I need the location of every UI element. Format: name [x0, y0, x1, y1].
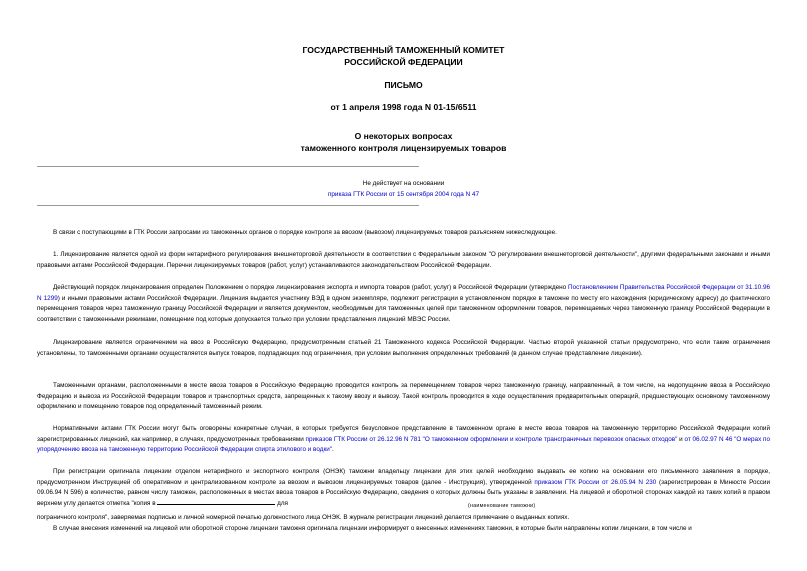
paragraph-5-text-b: . [332, 446, 334, 454]
paragraph-6-text-c: для [275, 500, 288, 508]
agency-name-line2: РОССИЙСКОЙ ФЕДЕРАЦИИ [344, 57, 463, 67]
paragraph-2-text-a: Действующий порядок лицензирования определен Положением о порядке лицензирования экспорта и импорта товаров (работ, услуг) в Российской Федерации (утверждено [53, 284, 569, 291]
paragraph-6-continued: пограничного контроля", заверяемая подписью и личной номерной печатью должностного лица ОНЭК. В журнале регистрации лицензий делается примечание о выданных копиях. [37, 514, 570, 521]
agency-name-line1: ГОСУДАРСТВЕННЫЙ ТАМОЖЕННЫЙ КОМИТЕТ [302, 45, 505, 55]
paragraph-5-text-mid: и [677, 435, 685, 443]
document-title-line2: таможенного контроля лицензируемых товаров [300, 143, 507, 153]
paragraph-2 [37, 283, 770, 326]
document-title-line1: О некоторых вопросах [354, 131, 453, 141]
government-decree-link[interactable]: Постановлением Правительства Российской Федерации от 31.10.96 N 1299 [37, 284, 770, 302]
paragraph-3: Лицензирование является ограничением на ввоз в Российскую Федерацию, предусмотренным статьей 21 Таможенного кодекса Российской Федерации. Частью второй указанной статьи предусмотрено, что если такие ограничения установлены, то таможенными органами осуществляется выпуск товаров, подпадающих под ограничения, при условии выполнения определенных требований (в данном случае представление лицензии). [37, 339, 770, 357]
paragraph-7: В случае внесения изменений на лицевой или оборотной стороне лицензии таможня оригинала лицензии информирует о внесенных изменениях таможни, в которые были направлены копии лицензии, в том числе и [53, 525, 692, 532]
customs-name-blank [157, 504, 275, 505]
document-date-number: от 1 апреля 1998 года N 01-15/6511 [330, 102, 477, 112]
paragraph-6-text-b: (зарегистрирован в Минюсте России 09.06.94 N 596) в количестве, равном числу таможен, расположенных в местах ввоза товаров в Российскую Федерацию, сведения о которых должны быть указаны в заявлении. На лицевой и оборотной сторонах каждой из таких копий в правом верхнем углу делается отметка "копия в [37, 478, 771, 508]
divider-top [37, 166, 419, 167]
paragraph-6 [37, 467, 770, 510]
order-781-link[interactable]: приказов ГТК России от 26.12.96 N 781 "О таможенном оформлении и контроле трансграничных перевозок опасных отходов" [305, 435, 678, 443]
paragraph-5-text-a: Нормативными актами ГТК России могут быть оговорены конкретные случаи, в которых требуется безусловное представление в таможенном органе в месте ввоза товаров на таможенную территорию Российской Федерации копий зарегистрированных лицензий, как например, в случаях, предусмотренных требованиями [37, 425, 770, 443]
paragraph-1: 1. Лицензирование является одной из форм нетарифного регулирования внешнеторговой деятельности в соответствии с Федеральным законом "О регулировании внешнеторговой деятельности", другими федеральными законами и иными правовыми актами Российской Федерации. Перечни лицензируемых товаров (работ, услуг) устанавливаются законодательством Российской Федерации. [37, 251, 770, 269]
order-46-link[interactable]: от 06.02.97 N 46 "О мерах по упорядочению ввоза на таможенную территорию Российской Федерации спирта этилового и водки" [37, 435, 770, 454]
paragraph-intro: В связи с поступающими в ГТК России запросами из таможенных органов о порядке контроля за ввозом (вывозом) лицензируемых товаров разъясняем нижеследующее. [53, 229, 557, 236]
divider-bottom [37, 205, 419, 206]
customs-name-caption: (наименование таможни) [468, 503, 536, 509]
status-note-line [0, 189, 807, 200]
paragraph-5 [37, 424, 770, 456]
status-note-text: Не действует на основании [362, 180, 445, 187]
paragraph-4: Таможенными органами, расположенными в месте ввоза товаров в Российскую Федерацию проводится контроль за перемещением товаров через таможенную границу, направленный, в том числе, на недопущение ввоза в Российскую Федерацию и вывоза из Российской Федерации товаров и транспортных средств, запрещенных к такому ввозу и вывозу. Такой контроль проводится в ходе осуществления предварительных операций, предшествующих основному таможенному оформлению и помещению товаров под определенный таможенный режим. [37, 382, 770, 411]
document-type: ПИСЬМО [384, 80, 423, 90]
paragraph-6-text-a: При регистрации оригинала лицензии отделом нетарифного и экспортного контроля (ОНЭК) таможни владельцу лицензии для этих целей необходимо выдавать ее копию на основании его письменного заявления в порядке, предусмотренном Инструкцией об оперативном и централизованном контроле за ввозом и вывозом лицензируемых товаров (далее - Инструкция), утвержденной [37, 468, 770, 486]
order-230-link[interactable]: приказом ГТК России от 26.05.94 N 230 [534, 478, 657, 486]
status-note-link[interactable]: приказа ГТК России от 15 сентября 2004 года N 47 [327, 191, 480, 198]
paragraph-2-text-b: ) и иными правовыми актами Российской Федерации. Лицензия выдается участнику ВЭД в одном экземпляре, подлежит регистрации в установленном порядке в таможне по месту его нахождения (юридическому адресу) до фактического перемещения товаров через таможенную границу Российской Федерации и является документом, необходимым для таможенных целей при таможенном оформлении товаров, перемещаемых через таможенную границу Российской Федерации в соответствии с таможенными режимами, помещение под которые допускается только при условии представления лицензий МВЭС России. [37, 294, 770, 324]
